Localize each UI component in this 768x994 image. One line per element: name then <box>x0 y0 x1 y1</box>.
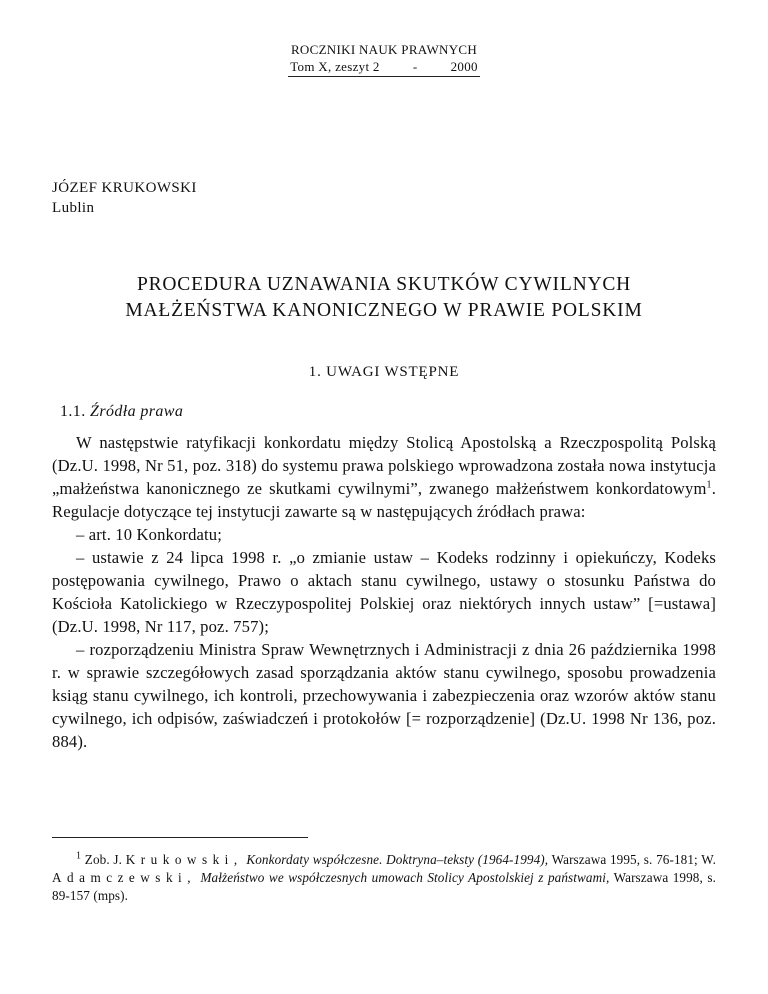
subsection-title: Źródła prawa <box>90 403 184 420</box>
journal-year: 2000 <box>450 59 478 74</box>
subsection-number: 1.1. <box>60 403 86 420</box>
author-affiliation: Lublin <box>52 200 95 216</box>
journal-header <box>0 41 768 77</box>
body-text <box>52 431 716 753</box>
article-title-line-1: PROCEDURA UZNAWANIA SKUTKÓW CYWILNYCH <box>136 274 632 295</box>
article-title-line-2: MAŁŻEŃSTWA KANONICZNEGO W PRAWIE POLSKIM <box>125 300 643 321</box>
list-item: – ustawie z 24 lipca 1998 r. „o zmianie ustaw – Kodeks rodzinny i opiekuńczy, Kodeks postępowania cywilnego, Prawo o aktach stanu cywilnego, ustawy o stosunku Państwa do Kościoła Katolickiego w Rzeczypospolitej Polskiej oraz niektórych innych ustaw” [=ustawa] (Dz.U. 1998, Nr 117, poz. 757); <box>52 548 716 636</box>
journal-volume: Tom X, zeszyt 2 <box>290 59 380 74</box>
footnotes <box>52 851 716 905</box>
journal-name: ROCZNIKI NAUK PRAWNYCH <box>290 42 478 57</box>
footnote-prefix: Zob. J. <box>84 852 123 867</box>
list-item: – rozporządzeniu Ministra Spraw Wewnętrznych i Administracji z dnia 26 października 1998 r. w sprawie szczegółowych zasad sporządzania aktów stanu cywilnego, sposobu prowadzenia ksiąg stanu cywilnego, ich kontroli, przechowywania i zabezpieczenia oraz wzorów aktów stanu cywilnego, ich odpisów, zaświadczeń i protokołów [= rozporządzenie] (Dz.U. 1998 Nr 136, poz. 884). <box>52 640 716 751</box>
footnote-author-1: Krukowski, <box>125 852 243 867</box>
author-name: JÓZEF KRUKOWSKI <box>52 180 197 196</box>
journal-dash: - <box>412 59 418 74</box>
footnote-work-2: Małżeństwo we współczesnych umowach Stolicy Apostolskiej z państwami, <box>200 870 610 885</box>
footnote-work-1: Konkordaty współczesne. Doktryna–teksty (1964-1994), <box>246 852 549 867</box>
footnote-place-1: Warszawa 1995, s. 76-181; W. <box>551 852 716 867</box>
subsection-heading <box>60 403 183 421</box>
intro-paragraph <box>52 431 716 523</box>
section-heading: 1. UWAGI WSTĘPNE <box>308 364 460 380</box>
footnote-author-2: Adamczewski, <box>52 870 196 885</box>
footnote-ref: 1 <box>706 479 712 491</box>
article-title <box>0 272 768 324</box>
list-item: – art. 10 Konkordatu; <box>76 525 223 544</box>
footnote-place-2: Warszawa 1998, s. 89-157 (mps). <box>52 870 716 903</box>
footnote-item <box>52 851 716 905</box>
footnote-divider <box>52 837 308 838</box>
journal-volume-line <box>288 58 480 77</box>
author-block <box>52 178 197 218</box>
intro-text-end: . Regulacje dotyczące tej instytucji zawarte są w następujących źródłach prawa: <box>52 479 716 521</box>
intro-text: W następstwie ratyfikacji konkordatu między Stolicą Apostolską a Rzeczpospolitą Polską (Dz.U. 1998, Nr 51, poz. 318) do systemu prawa polskiego wprowadzona została nowa instytucja „małżeństwa kanonicznego ze skutkami cywilnymi”, zwanego małżeństwem konkordatowym <box>52 433 716 498</box>
footnote-marker: 1 <box>76 850 82 862</box>
